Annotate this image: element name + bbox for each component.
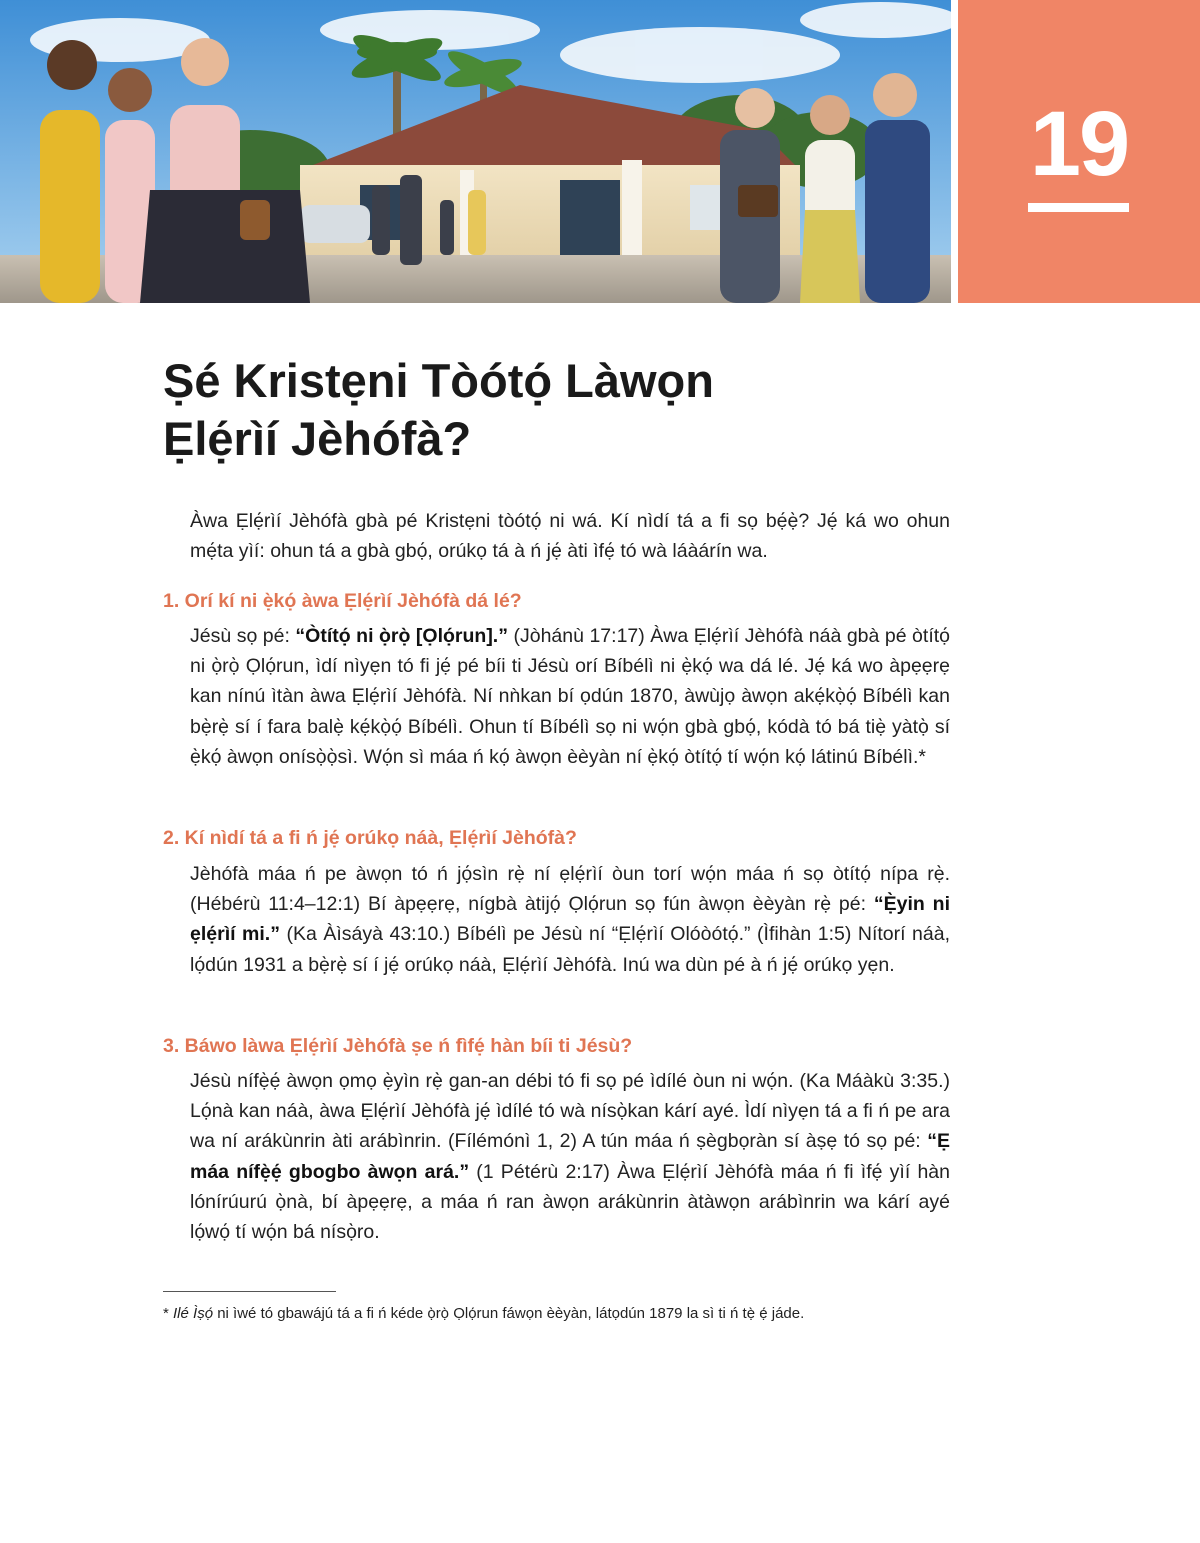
section-3-paragraph	[190, 1066, 950, 1247]
section-3-text-b: (1 Pétérù 2:17) Àwa Ẹlẹ́rìí Jèhófà máa ń fi ìfẹ́ yìí hàn lónírúurú ọ̀nà, bí àpẹẹrẹ, a máa ń ran àwọn arákùnrin àtàwọn arábìnrin wa kárí ayé lọ́wọ́ tí wọ́n bá nísọ̀ro.	[190, 1160, 950, 1244]
question-2: 2. Kí nìdí tá a fi ń jẹ́ orúkọ náà, Ẹlẹ́rìí Jèhófà?	[163, 827, 577, 849]
footnote-divider	[163, 1291, 336, 1292]
footnote-mark: *	[163, 1305, 174, 1322]
kingdom-hall-scene	[0, 0, 951, 303]
page-title	[163, 352, 963, 468]
section-2-paragraph	[190, 859, 950, 980]
lesson-number-underline	[1028, 203, 1129, 212]
question-3: 3. Báwo làwa Ẹlẹ́rìí Jèhófà ṣe ń fìfẹ́ hàn bíi ti Jésù?	[163, 1035, 633, 1057]
footnote-title: Ilé Ìṣọ́	[173, 1305, 214, 1322]
footnote	[163, 1304, 963, 1324]
section-1-text-b: (Jòhánù 17:17) Àwa Ẹlẹ́rìí Jèhófà náà gbà pé òtítọ́ ni ọ̀rọ̀ Ọlọ́run, ìdí nìyẹn tó fi jẹ́ pé bíi ti Jésù orí Bíbélì ni ẹ̀kọ́ wa dá lé. Jẹ́ ká wo àpẹẹrẹ kan nínú ìtàn àwa Ẹlẹ́rìí Jèhófà. Ní nǹkan bí ọdún 1870, àwùjọ àwọn akẹ́kọ̀ọ́ Bíbélì kan bẹ̀rẹ̀ sí í fara balẹ̀ kẹ́kọ̀ọ́ Bíbélì. Ohun tí Bíbélì sọ ni wọ́n gbà gbọ́, kódà tó bá tiẹ̀ yàtọ̀ sí ẹ̀kọ́ àwọn onísọ̀ọ̀sì. Wọ́n sì máa ń kọ́ àwọn èèyàn ní ẹ̀kọ́ òtítọ́ tí wọ́n kọ́ látinú Bíbélì.*	[190, 625, 950, 768]
page-title-line-2: Ẹlẹ́rìí Jèhófà?	[163, 412, 472, 465]
section-1-paragraph	[190, 621, 950, 772]
section-1-quote: “Òtítọ́ ni ọ̀rọ̀ [Ọlọ́run].”	[295, 625, 508, 647]
section-2-text-b: (Ka Àìsáyà 43:10.) Bíbélì pe Jésù ní “Ẹlẹ́rìí Olóòótọ́.” (Ìfihàn 1:5) Nítorí náà, lọ́dún 1931 a bẹ̀rẹ̀ sí í jẹ́ orúkọ náà, Ẹlẹ́rìí Jèhófà. Inú wa dùn pé à ń jẹ́ orúkọ yẹn.	[190, 923, 951, 976]
intro-paragraph: Àwa Ẹlẹ́rìí Jèhófà gbà pé Kristẹni tòótọ́ ni wá. Kí nìdí tá a fi sọ bẹ́ẹ̀? Jẹ́ ká wo ohun mẹ́ta yìí: ohun tá a gbà gbọ́, orúkọ tá à ń jẹ́ àti ìfẹ́ tó wà láàárín wa.	[190, 510, 950, 563]
section-3-quote: “Ẹ máa nífẹ̀ẹ́ gbogbo àwọn ará.”	[190, 1130, 950, 1183]
section-2-text-a: Jèhófà máa ń pe àwọn tó ń jọ́sìn rẹ̀ ní ẹlẹ́rìí òun torí wọ́n máa ń sọ òtítọ́ nípa rẹ̀. (Hébérù 11:4–12:1) Bí àpẹẹrẹ, nígbà àtijọ́ Ọlọ́run sọ fún àwọn èèyàn rẹ̀ pé:	[190, 863, 950, 916]
lesson-number-box	[958, 0, 1200, 303]
page-title-line-1: Ṣé Kristẹni Tòótọ́ Làwọn	[163, 354, 714, 407]
lesson-number: 19	[1029, 93, 1129, 195]
question-1: 1. Orí kí ni ẹ̀kọ́ àwa Ẹlẹ́rìí Jèhófà dá lé?	[163, 590, 522, 612]
header-photo	[0, 0, 951, 303]
section-1-text-a: Jésù sọ pé:	[190, 625, 296, 647]
section-3-text-a: Jésù nífẹ̀ẹ́ àwọn ọmọ ẹ̀yìn rẹ̀ gan-an débi tó fi sọ pé ìdílé òun ni wọ́n. (Ka Máàkù 3:35.) Lọ́nà kan náà, àwa Ẹlẹ́rìí Jèhófà jẹ́ ìdílé tó wà nísọ̀kan kárí ayé. Ìdí nìyẹn tá a fi ń pe ara wa ní arákùnrin àti arábìnrin. (Fílémónì 1, 2) A tún máa ń ṣègbọràn sí àṣẹ tó sọ pé:	[190, 1070, 950, 1153]
footnote-text: ni ìwé tó gbawájú tá a fi ń kéde ọ̀rọ̀ Ọlọ́run fáwọn èèyàn, látọdún 1879 la sì ti ń tẹ̀ ẹ́ jáde.	[213, 1305, 805, 1322]
section-2-quote: “Ẹ̀yin ni ẹlẹ́rìí mi.”	[190, 893, 951, 946]
